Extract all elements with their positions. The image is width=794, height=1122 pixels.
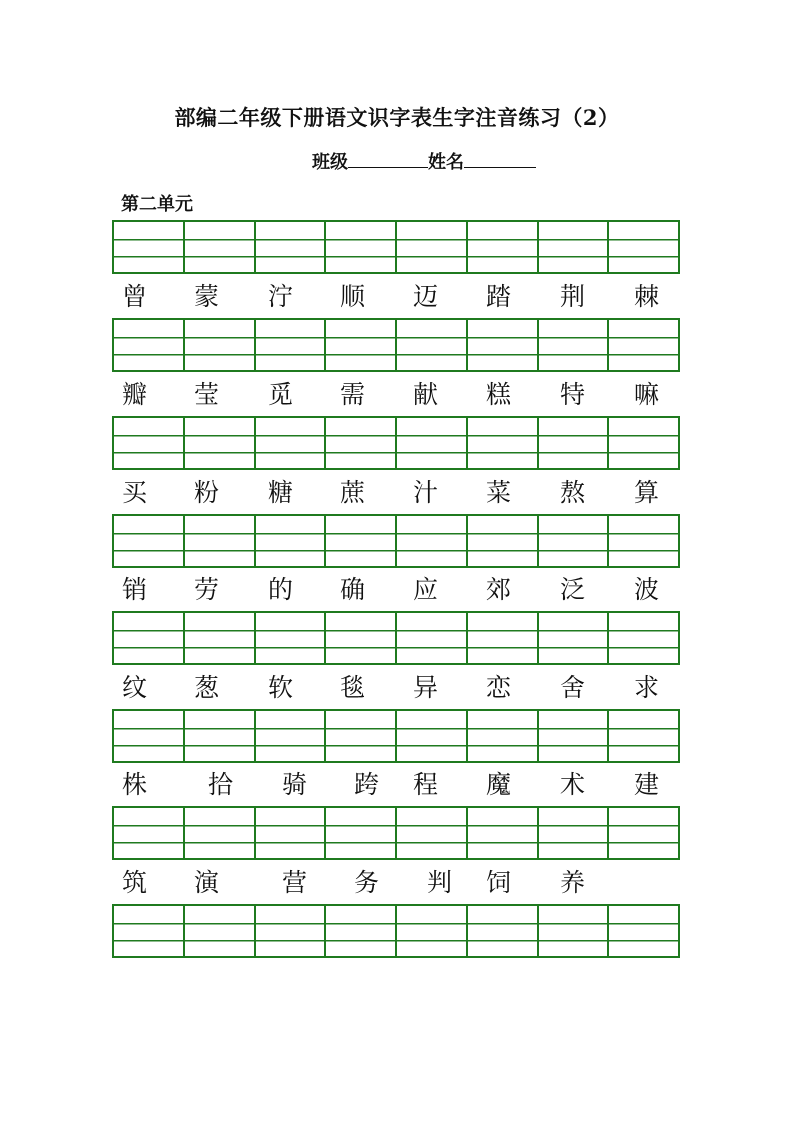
pinyin-cell[interactable]: [609, 320, 678, 370]
character: 郊: [486, 575, 512, 604]
character: 应: [413, 575, 439, 604]
pinyin-cell[interactable]: [609, 808, 678, 858]
pinyin-cell[interactable]: [256, 320, 327, 370]
character: 泛: [560, 575, 586, 604]
character: 熬: [560, 478, 586, 507]
character: 建: [634, 770, 660, 799]
character: 毯: [340, 673, 366, 702]
character: 骑: [282, 770, 308, 799]
character: 纹: [122, 673, 148, 702]
character: 养: [560, 868, 586, 897]
pinyin-cell[interactable]: [397, 418, 468, 468]
character-row: [0, 573, 794, 607]
character: 献: [413, 380, 439, 409]
character: 算: [634, 478, 660, 507]
character: 程: [413, 770, 439, 799]
character: 劳: [194, 575, 220, 604]
character: 拾: [208, 770, 234, 799]
character: 迈: [413, 282, 439, 311]
pinyin-cell[interactable]: [326, 320, 397, 370]
pinyin-cell[interactable]: [256, 418, 327, 468]
character: 魔: [486, 770, 512, 799]
character-row: [0, 671, 794, 705]
character: 莹: [194, 380, 220, 409]
pinyin-cell[interactable]: [185, 711, 256, 761]
unit-heading: 第二单元: [121, 194, 193, 215]
pinyin-grid: [112, 709, 680, 763]
character: 波: [634, 575, 660, 604]
character: 销: [122, 575, 148, 604]
character-row: [0, 378, 794, 412]
pinyin-cell[interactable]: [114, 613, 185, 663]
character: 蒙: [194, 282, 220, 311]
character: 务: [354, 868, 380, 897]
pinyin-cell[interactable]: [609, 516, 678, 566]
pinyin-cell[interactable]: [539, 222, 610, 272]
pinyin-cell[interactable]: [609, 906, 678, 956]
character: 泞: [268, 282, 294, 311]
pinyin-grid: [112, 220, 680, 274]
class-blank[interactable]: [348, 149, 428, 168]
pinyin-cell[interactable]: [185, 418, 256, 468]
character: 需: [340, 380, 366, 409]
character: 踏: [486, 282, 512, 311]
pinyin-cell[interactable]: [397, 808, 468, 858]
pinyin-cell[interactable]: [114, 516, 185, 566]
pinyin-cell[interactable]: [468, 808, 539, 858]
pinyin-cell[interactable]: [326, 613, 397, 663]
character: 营: [282, 868, 308, 897]
pinyin-cell[interactable]: [539, 418, 610, 468]
character: 嘛: [634, 380, 660, 409]
class-label: 班级: [312, 152, 348, 173]
pinyin-cell[interactable]: [397, 516, 468, 566]
pinyin-cell[interactable]: [609, 222, 678, 272]
pinyin-cell[interactable]: [539, 613, 610, 663]
pinyin-cell[interactable]: [185, 222, 256, 272]
pinyin-cell[interactable]: [609, 613, 678, 663]
pinyin-cell[interactable]: [185, 808, 256, 858]
character: 跨: [354, 770, 380, 799]
character: 恋: [486, 673, 512, 702]
page-title: 部编二年级下册语文识字表生字注音练习（2）: [174, 105, 620, 130]
character: 糖: [268, 478, 294, 507]
pinyin-cell[interactable]: [539, 906, 610, 956]
character: 棘: [634, 282, 660, 311]
character: 买: [122, 478, 148, 507]
class-name-line: [312, 148, 536, 174]
pinyin-cell[interactable]: [326, 222, 397, 272]
pinyin-grid: [112, 318, 680, 372]
pinyin-cell[interactable]: [256, 711, 327, 761]
pinyin-cell[interactable]: [397, 222, 468, 272]
pinyin-cell[interactable]: [256, 906, 327, 956]
character-row: [0, 768, 794, 802]
character: 曾: [122, 282, 148, 311]
pinyin-cell[interactable]: [326, 808, 397, 858]
pinyin-cell[interactable]: [185, 320, 256, 370]
pinyin-cell[interactable]: [114, 222, 185, 272]
character: 术: [560, 770, 586, 799]
name-label: 姓名: [428, 152, 464, 173]
character: 汁: [413, 478, 439, 507]
pinyin-cell[interactable]: [468, 906, 539, 956]
character-row: [0, 476, 794, 510]
character: 饲: [486, 868, 512, 897]
pinyin-cell[interactable]: [397, 906, 468, 956]
character: 软: [268, 673, 294, 702]
character: 蔗: [340, 478, 366, 507]
pinyin-cell[interactable]: [468, 711, 539, 761]
pinyin-grid: [112, 806, 680, 860]
pinyin-cell[interactable]: [114, 320, 185, 370]
pinyin-cell[interactable]: [256, 516, 327, 566]
character: 顺: [340, 282, 366, 311]
pinyin-cell[interactable]: [185, 613, 256, 663]
character: 荆: [560, 282, 586, 311]
character: 菜: [486, 478, 512, 507]
pinyin-cell[interactable]: [468, 222, 539, 272]
pinyin-cell[interactable]: [539, 320, 610, 370]
pinyin-cell[interactable]: [609, 418, 678, 468]
pinyin-cell[interactable]: [468, 613, 539, 663]
name-blank[interactable]: [464, 149, 536, 168]
pinyin-cell[interactable]: [114, 711, 185, 761]
pinyin-cell[interactable]: [114, 906, 185, 956]
character: 瓣: [122, 380, 148, 409]
character: 糕: [486, 380, 512, 409]
character-row: [0, 280, 794, 314]
pinyin-cell[interactable]: [397, 711, 468, 761]
character: 异: [413, 673, 439, 702]
pinyin-cell[interactable]: [256, 613, 327, 663]
pinyin-cell[interactable]: [468, 320, 539, 370]
pinyin-cell[interactable]: [397, 320, 468, 370]
character: 筑: [122, 868, 148, 897]
pinyin-grid: [112, 904, 680, 958]
character: 特: [560, 380, 586, 409]
character: 演: [194, 868, 220, 897]
pinyin-cell[interactable]: [539, 808, 610, 858]
pinyin-cell[interactable]: [468, 418, 539, 468]
character-row: [0, 866, 794, 900]
pinyin-cell[interactable]: [539, 516, 610, 566]
pinyin-cell[interactable]: [256, 222, 327, 272]
pinyin-cell[interactable]: [256, 808, 327, 858]
pinyin-cell[interactable]: [539, 711, 610, 761]
pinyin-cell[interactable]: [114, 418, 185, 468]
pinyin-cell[interactable]: [397, 613, 468, 663]
pinyin-cell[interactable]: [326, 418, 397, 468]
pinyin-cell[interactable]: [185, 516, 256, 566]
character: 的: [268, 575, 294, 604]
pinyin-cell[interactable]: [185, 906, 256, 956]
pinyin-cell[interactable]: [326, 711, 397, 761]
pinyin-grid: [112, 611, 680, 665]
pinyin-grid: [112, 416, 680, 470]
character: 葱: [194, 673, 220, 702]
character: 判: [427, 868, 453, 897]
pinyin-cell[interactable]: [468, 516, 539, 566]
pinyin-cell[interactable]: [326, 516, 397, 566]
character: 株: [122, 770, 148, 799]
character: 舍: [560, 673, 586, 702]
pinyin-cell[interactable]: [609, 711, 678, 761]
character: 求: [634, 673, 660, 702]
character: 觅: [268, 380, 294, 409]
character: 确: [340, 575, 366, 604]
pinyin-cell[interactable]: [326, 906, 397, 956]
pinyin-grid: [112, 514, 680, 568]
pinyin-cell[interactable]: [114, 808, 185, 858]
character: 粉: [194, 478, 220, 507]
